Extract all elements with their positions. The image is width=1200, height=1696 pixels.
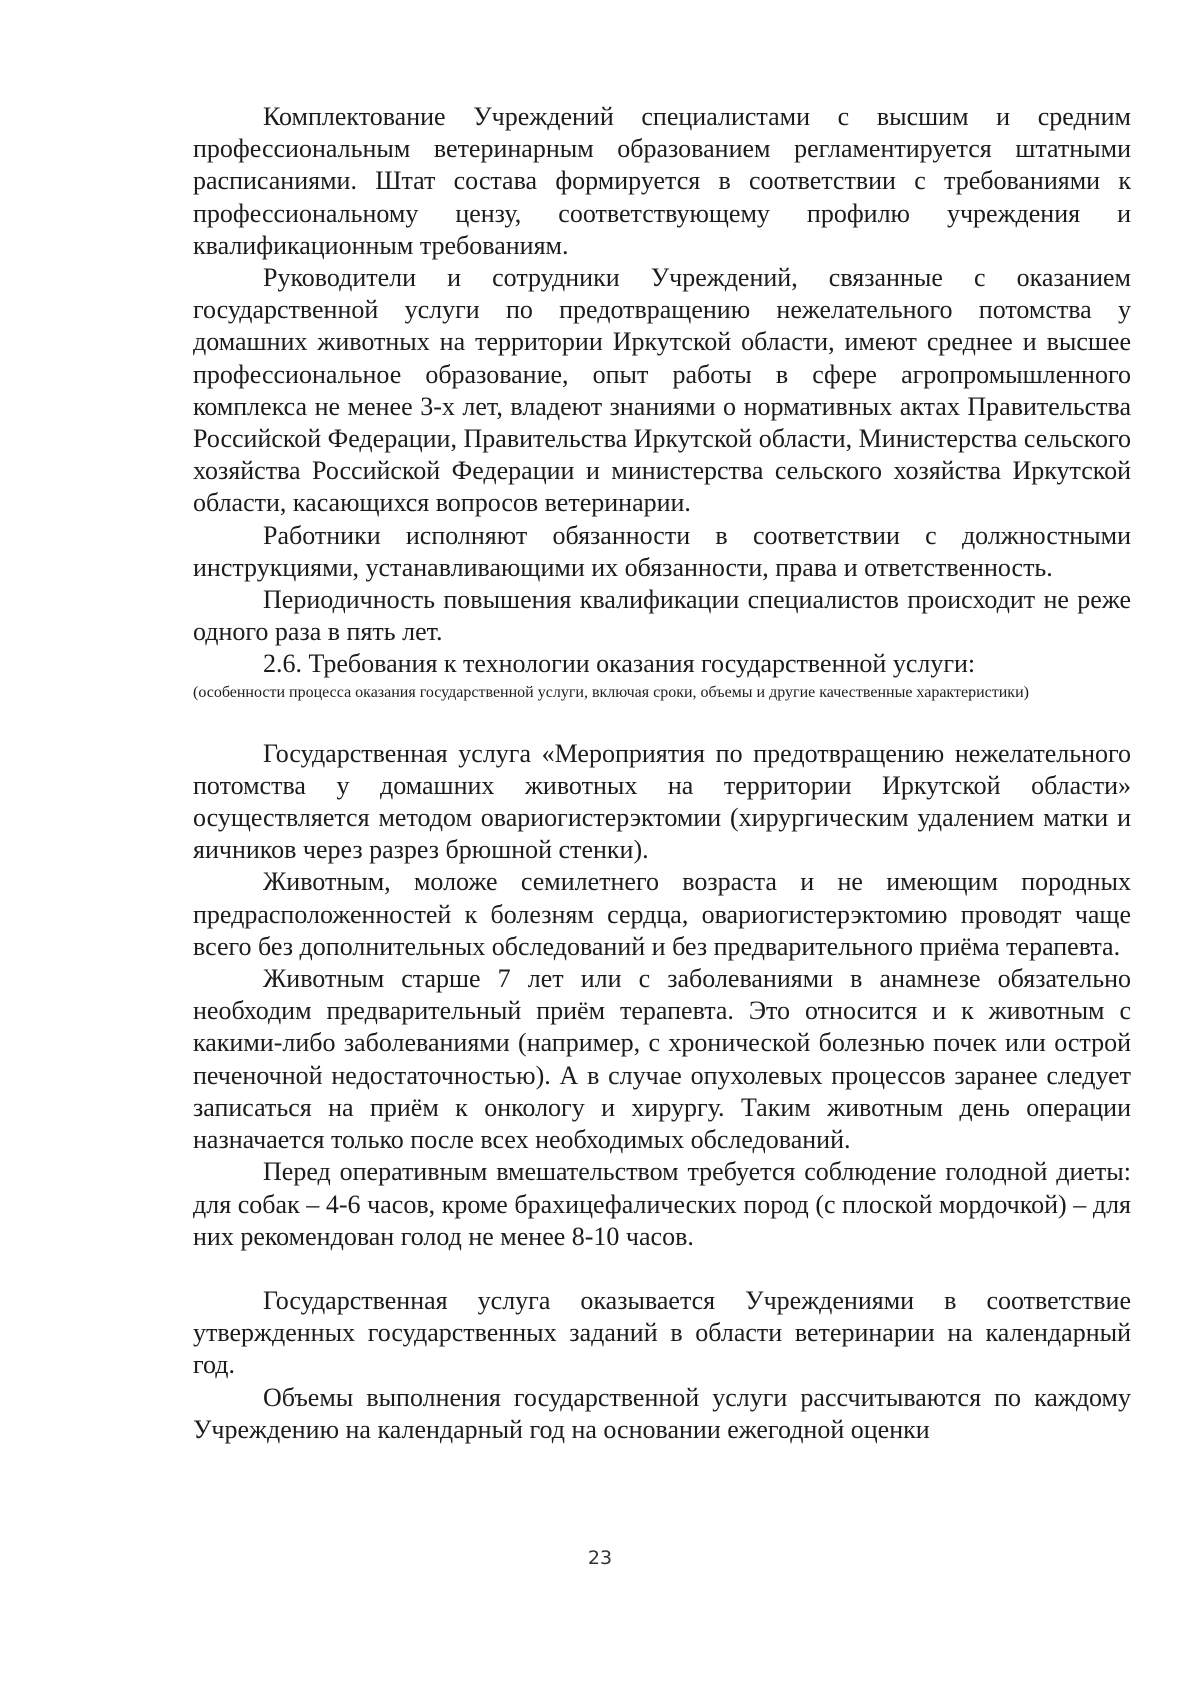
paragraph-state-tasks: Государственная услуга оказывается Учреждениями в соответствие утвержденных государственных заданий в области ветеринарии на календарный год. [193, 1285, 1131, 1380]
blank-line [193, 704, 1131, 738]
blank-line [193, 1253, 1131, 1285]
document-body [193, 101, 1131, 1446]
paragraph-method: Государственная услуга «Мероприятия по предотвращению нежелательного потомства у домашних животных на территории Иркутской области» осуществляется методом овариогистерэктомии (хирургическим удалением матки и яичников через разрез брюшной стенки). [193, 738, 1131, 865]
paragraph-young-animals: Животным, моложе семилетнего возраста и не имеющим породных предрасположенностей к болезням сердца, овариогистерэктомию проводят чаще всего без дополнительных обследований и без предварительного приёма терапевта. [193, 867, 1131, 961]
paragraph-managers-qualification: Руководители и сотрудники Учреждений, связанные с оказанием государственной услуги по предотвращению нежелательного потомства у домашних животных на территории Иркутской области, имеют среднее и высшее профессиональное образование, опыт работы в сфере агропромышленного комплекса не менее 3-х лет, владеют знаниями о нормативных актах Правительства Российской Федерации, Правительства Иркутской области, Министерства сельского хозяйства Российской Федерации и министерства сельского хозяйства Иркутской области, касающихся вопросов ветеринарии. [193, 263, 1131, 518]
paragraph-training-frequency: Периодичность повышения квалификации специалистов происходит не реже одного раза в пять лет. [193, 585, 1131, 647]
paragraph-volumes: Объемы выполнения государственной услуги рассчитываются по каждому Учреждению на календарный год на основании ежегодной оценки [193, 1382, 1131, 1444]
section-note: (особенности процесса оказания государственной услуги, включая сроки, объемы и другие качественные характеристики) [193, 683, 1029, 701]
paragraph-fasting: Перед оперативным вмешательством требуется соблюдение голодной диеты: для собак – 4-6 часов, кроме брахицефалических пород (с плоской мордочкой) – для них рекомендован голод не менее 8-10 часов. [193, 1157, 1131, 1251]
page-number: 23 [587, 1547, 613, 1569]
paragraph-staffing: Комплектование Учреждений специалистами с высшим и средним профессиональным ветеринарным образованием регламентируется штатными расписаниями. Штат состава формируется в соответствии с требованиями к профессиональному цензу, соответствующему профилю учреждения и квалификационным требованиям. [193, 102, 1131, 260]
section-heading-2-6: 2.6. Требования к технологии оказания государственной услуги: [263, 649, 976, 679]
paragraph-older-animals: Животным старше 7 лет или с заболеваниями в анамнезе обязательно необходим предварительный приём терапевта. Это относится и к животным с какими-либо заболеваниями (например, с хронической болезнью почек или острой печеночной недостаточностью). А в случае опухолевых процессов заранее следует записаться на приём к онкологу и хирургу. Таким животным день операции назначается только после всех необходимых обследований. [193, 964, 1131, 1155]
paragraph-duties: Работники исполняют обязанности в соответствии с должностными инструкциями, устанавливающими их обязанности, права и ответственность. [193, 520, 1131, 582]
